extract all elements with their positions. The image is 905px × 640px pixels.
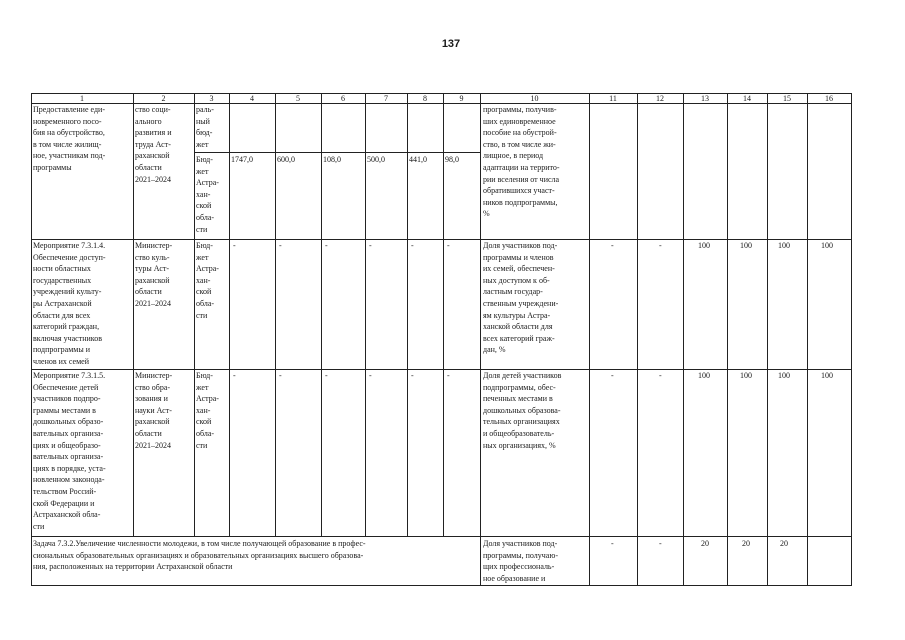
col-line-5 (321, 93, 322, 537)
row1-year-2025: 98,0 (445, 155, 459, 164)
row3-target-2023: 100 (740, 371, 752, 380)
row1-source-regional: Бюд- жет Астра- хан- ской обла- сти (196, 155, 219, 234)
row4-target-2022: 20 (701, 539, 709, 548)
row2-target-2024: 100 (778, 241, 790, 250)
row3-activity: Мероприятие 7.3.1.5. Обеспечение детей участников подпро- граммы местами в дошкольных образо- вательных организа- циях и общеобразо- вательных организа- циях в порядке, уста- новленном законода- тельством Россий- ской Федерации и Астраханской обла- сти (33, 371, 106, 531)
header-cell: 8 (423, 94, 427, 103)
header-cell: 5 (296, 94, 300, 103)
row4-target-2023: 20 (742, 539, 750, 548)
row3-year-2023: - (369, 371, 372, 380)
col-line-16 (851, 93, 852, 586)
row1-year-2022: 108,0 (323, 155, 341, 164)
row1-activity: Предоставление еди- новременного посо- бия на обустройство, в том числе жилищ- ное, участникам под- программы (33, 105, 106, 172)
row3-total: - (233, 371, 236, 380)
task-7-3-2: Задача 7.3.2.Увеличение численности молодежи, в том числе получающей образование в профес- сиональных образовательных организациях и образовательных организациях высшего образова- ния, расположенных на территории Астраханской области (33, 539, 366, 572)
header-cell: 12 (656, 94, 664, 103)
col-line-6 (365, 93, 366, 537)
col-line-9 (480, 93, 481, 586)
col-line-8 (443, 93, 444, 537)
row3-executor: Министер- ство обра- зования и науки Аст- раханской области 2021–2024 (135, 371, 173, 450)
header-cell: 6 (341, 94, 345, 103)
page-number: 137 (441, 38, 461, 50)
col-line-0 (31, 93, 32, 586)
row3-year-2024: - (411, 371, 414, 380)
header-cell: 9 (459, 94, 464, 103)
header-cell: 13 (701, 94, 709, 103)
col-line-13 (727, 93, 728, 586)
row2-base-value: - (611, 241, 614, 250)
header-cell: 1 (80, 94, 84, 103)
row2-activity: Мероприятие 7.3.1.4. Обеспечение доступ- ности областных государственных учреждений культу- ры Астраханской области для всех категорий граждан, включая участников подпрограммы и членов их семей (33, 241, 106, 366)
header-cell: 10 (530, 94, 539, 103)
row3-bottom-rule (31, 536, 852, 537)
col-line-15 (807, 93, 808, 586)
col-line-7 (407, 93, 408, 537)
row3-target-2025: 100 (821, 371, 833, 380)
row2-target-2025: 100 (821, 241, 833, 250)
header-cell: 2 (161, 94, 166, 103)
header-cell: 3 (209, 94, 214, 103)
header-cell: 16 (825, 94, 833, 103)
row2-target-2022: 100 (698, 241, 710, 250)
header-cell: 14 (743, 94, 751, 103)
row3-year-2025: - (447, 371, 450, 380)
row3-year-2022: - (325, 371, 328, 380)
row3-indicator: Доля детей участников подпрограммы, обес- печенных местами в дошкольных образова- тельных организациях и общеобразователь- ных организациях, % (483, 371, 562, 450)
header-cell: 11 (609, 94, 617, 103)
row4-indicator: Доля участников под- программы, получаю- щих профессиональ- ное образование и (483, 539, 558, 583)
header-cell: 7 (384, 94, 388, 103)
row2-target-2021: - (659, 241, 662, 250)
row2-year-2023: - (369, 241, 372, 250)
row1-executor: ство соци- ального развития и труда Аст- раханской области 2021–2024 (135, 105, 172, 184)
sub-rule-budget (194, 152, 480, 153)
col-line-3 (229, 93, 230, 537)
row2-indicator: Доля участников под- программы и членов их семей, обеспечен- ных доступом к об- ластным государ- ственным учреждени- ям культуры Астра- ханской области для всех категорий граж- дан, % (483, 241, 559, 355)
table-bottom-border (31, 585, 852, 586)
row2-year-2022: - (325, 241, 328, 250)
row4-base-value: - (611, 539, 614, 548)
row1-year-2023: 500,0 (367, 155, 385, 164)
col-line-11 (637, 93, 638, 586)
col-line-1 (133, 93, 134, 537)
row2-year-2024: - (411, 241, 414, 250)
row1-source-federal: раль- ный бюд- жет (196, 105, 214, 149)
row3-target-2021: - (659, 371, 662, 380)
row2-year-2025: - (447, 241, 450, 250)
header-cell: 15 (783, 94, 791, 103)
program-table (31, 93, 852, 586)
row1-indicator: программы, получив- ших единовременное пособие на обустрой- ство, в том числе жи- лищное, в период адаптации на террито- рии вселения от числа обратившихся участ- ников подпрограммы, % (483, 105, 560, 219)
row2-target-2023: 100 (740, 241, 752, 250)
row4-target-2024: 20 (780, 539, 788, 548)
row2-total: - (233, 241, 236, 250)
col-line-2 (194, 93, 195, 537)
header-cell: 4 (250, 94, 254, 103)
col-line-10 (589, 93, 590, 586)
col-line-4 (275, 93, 276, 537)
row2-year-2021: - (279, 241, 282, 250)
row3-base-value: - (611, 371, 614, 380)
row3-target-2024: 100 (778, 371, 790, 380)
col-line-12 (683, 93, 684, 586)
row2-source: Бюд- жет Астра- хан- ской обла- сти (196, 241, 219, 320)
row1-total: 1747,0 (231, 155, 253, 164)
col-line-14 (767, 93, 768, 586)
row2-executor: Министер- ство куль- туры Аст- раханской области 2021–2024 (135, 241, 173, 308)
row1-year-2024: 441,0 (409, 155, 427, 164)
row3-target-2022: 100 (698, 371, 710, 380)
row3-year-2021: - (279, 371, 282, 380)
row4-target-2021: - (659, 539, 662, 548)
row1-year-2021: 600,0 (277, 155, 295, 164)
row3-source: Бюд- жет Астра- хан- ской обла- сти (196, 371, 219, 450)
